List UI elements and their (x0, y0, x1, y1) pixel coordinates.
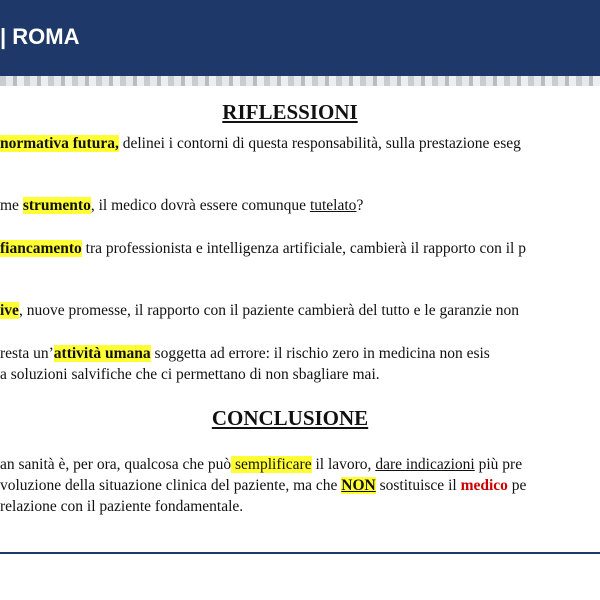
paragraph-text: tra professionista e intelligenza artificiale, cambierà il rapporto con il p (81, 240, 526, 257)
riflessioni-paragraph-2 (0, 197, 363, 215)
highlight-text: normativa futura, (0, 135, 119, 152)
header-bar (0, 0, 600, 76)
header-title: | ROMA (0, 24, 80, 49)
conclusione-line-2 (0, 477, 526, 495)
paragraph-text: , il medico dovrà essere comunque (90, 197, 310, 214)
highlight-text: strumento (22, 197, 91, 214)
slide-content (0, 86, 600, 546)
conclusione-heading: CONCLUSIONE (211, 406, 369, 430)
conclusione-line-3: relazione con il paziente fondamentale. (0, 498, 244, 515)
paragraph-text: sostituisce il (375, 477, 461, 494)
paragraph-text: an sanità è, per ora, qualcosa che può (0, 456, 232, 473)
riflessioni-paragraph-5-line-2: a soluzioni salvifiche che ci permettano di non sbagliare mai. (0, 366, 380, 383)
underlined-text: dare indicazioni (375, 456, 475, 473)
paragraph-text: delinei i contorni di questa responsabilità, sulla prestazione eseg (118, 135, 521, 152)
riflessioni-paragraph-5-line-1 (0, 345, 490, 363)
riflessioni-paragraph-1 (0, 135, 521, 153)
riflessioni-heading: RIFLESSIONI (222, 100, 358, 124)
paragraph-text: il lavoro, (311, 456, 376, 473)
paragraph-text: me (0, 197, 23, 214)
highlight-text: attività umana (53, 345, 151, 362)
highlight-text: NON (341, 477, 376, 494)
riflessioni-paragraph-4 (0, 302, 519, 320)
underlined-text: tutelato (309, 197, 357, 214)
header-decorative-strip (0, 76, 600, 86)
paragraph-text: ? (356, 197, 364, 214)
paragraph-text: resta un’ (0, 345, 54, 362)
highlight-text: semplificare (231, 456, 312, 473)
paragraph-text: voluzione della situazione clinica del paziente, ma che (0, 477, 342, 494)
conclusione-line-1 (0, 456, 522, 474)
emphasis-red-text: medico (460, 477, 508, 494)
paragraph-text: , nuove promesse, il rapporto con il paziente cambierà del tutto e le garanzie non (18, 302, 520, 319)
highlight-text: fiancamento (0, 240, 82, 257)
riflessioni-paragraph-3 (0, 240, 526, 258)
paragraph-text: pe (507, 477, 527, 494)
footer-divider (0, 552, 600, 554)
highlight-text: ive (0, 302, 19, 319)
paragraph-text: più pre (474, 456, 523, 473)
paragraph-text: soggetta ad errore: il rischio zero in medicina non esis (150, 345, 490, 362)
